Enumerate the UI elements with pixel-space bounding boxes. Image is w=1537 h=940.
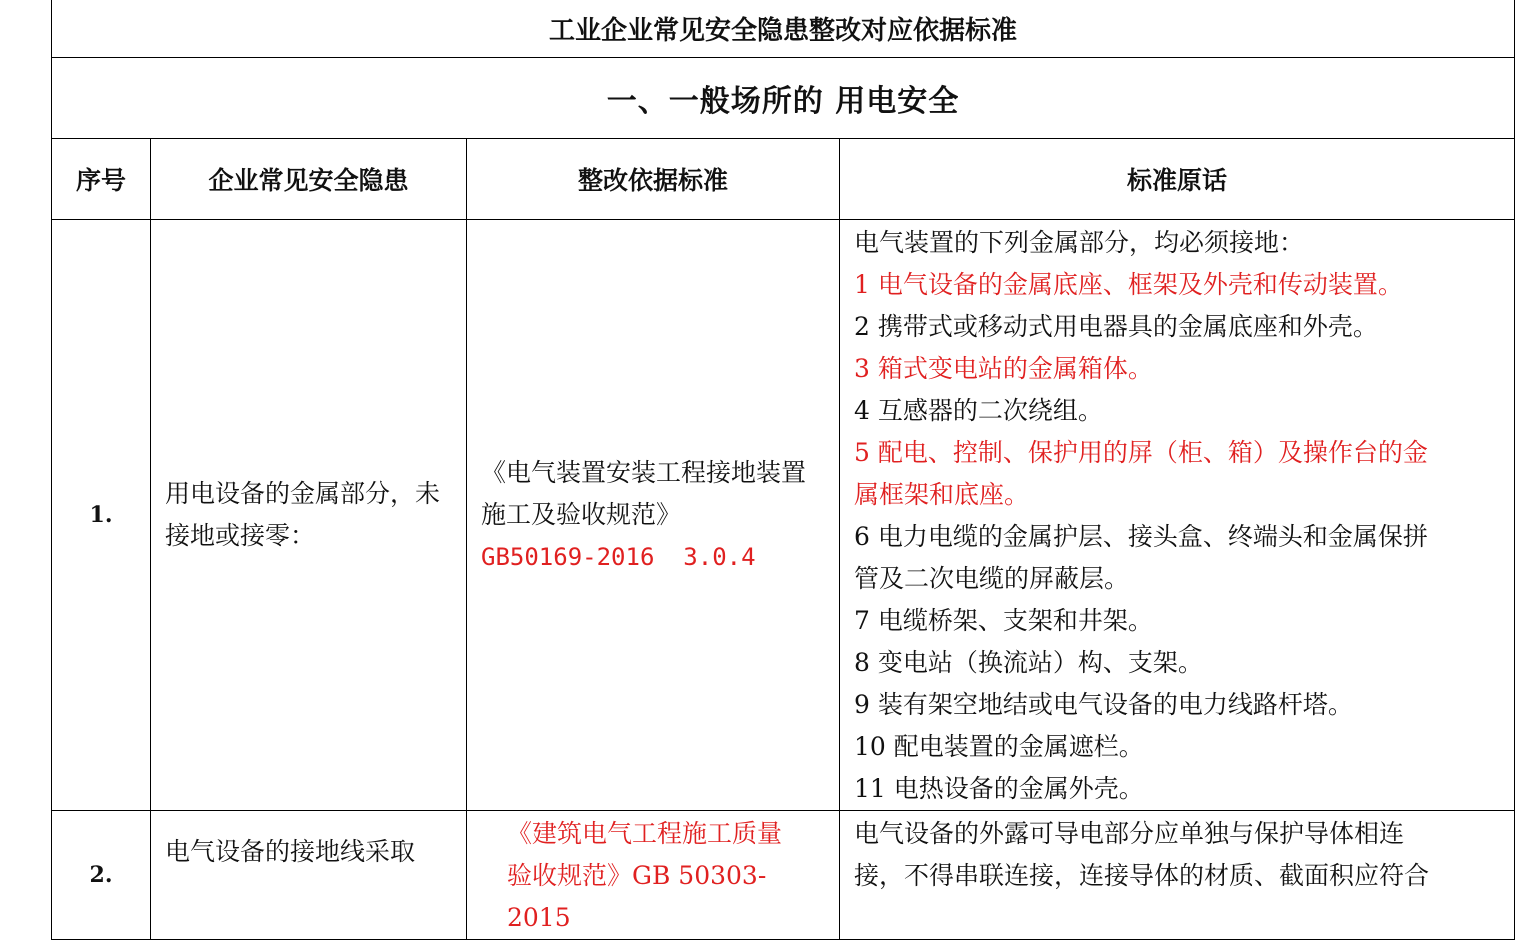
row-original-text: [840, 811, 1515, 940]
row-hazard: 电气设备的接地线采取: [151, 811, 467, 940]
basis-code: GB50169-2016 3.0.4: [481, 543, 756, 571]
original-text-line: 5 配电、控制、保护用的屏（柜、箱）及操作台的金: [854, 438, 1428, 467]
header-basis: 整改依据标准: [467, 139, 840, 220]
row-seq: 2.: [52, 811, 151, 940]
original-text-line: 4 互感器的二次绕组。: [854, 396, 1103, 425]
section-title: 一、一般场所的 用电安全: [52, 58, 1515, 139]
original-text-line: 6 电力电缆的金属护层、接头盒、终端头和金属保拼: [854, 522, 1428, 551]
row-hazard: 用电设备的金属部分，未接地或接零：: [151, 220, 467, 811]
original-text-line: 2 携带式或移动式用电器具的金属底座和外壳。: [854, 312, 1378, 341]
standards-table: [51, 0, 1515, 940]
row-original-text: [840, 220, 1515, 811]
original-text-line: 属框架和底座。: [854, 480, 1030, 509]
original-text-line: 9 装有架空地结或电气设备的电力线路杆塔。: [854, 690, 1353, 719]
basis-name: 《建筑电气工程施工质量: [507, 819, 783, 848]
basis-code: 验收规范》GB 50303-2015: [507, 861, 767, 932]
original-text-line: 接，不得串联连接，连接导体的材质、截面积应符合: [854, 861, 1430, 890]
original-text-line: 7 电缆桥架、支架和井架。: [854, 606, 1153, 635]
original-text-line: 1 电气设备的金属底座、框架及外壳和传动装置。: [854, 270, 1403, 299]
header-original: 标准原话: [840, 139, 1515, 220]
original-text-line: 管及二次电缆的屏蔽层。: [854, 564, 1130, 593]
original-text-line: 10 配电装置的金属遮栏。: [854, 732, 1144, 761]
document-title: 工业企业常见安全隐患整改对应依据标准: [52, 0, 1515, 58]
original-text-line: 电气装置的下列金属部分，均必须接地：: [854, 228, 1305, 257]
row-basis: [467, 811, 840, 940]
header-hazard: 企业常见安全隐患: [151, 139, 467, 220]
row-seq: 1.: [52, 220, 151, 811]
original-text-line: 3 箱式变电站的金属箱体。: [854, 354, 1153, 383]
original-text-line: 电气设备的外露可导电部分应单独与保护导体相连: [854, 819, 1405, 848]
table-row: [52, 811, 1515, 940]
row-basis: [467, 220, 840, 811]
table-row: [52, 220, 1515, 811]
original-text-line: 8 变电站（换流站）构、支架。: [854, 648, 1203, 677]
header-seq: 序号: [52, 139, 151, 220]
original-text-line: 11 电热设备的金属外壳。: [854, 774, 1144, 803]
basis-name: 《电气装置安装工程接地装置施工及验收规范》: [481, 458, 807, 529]
